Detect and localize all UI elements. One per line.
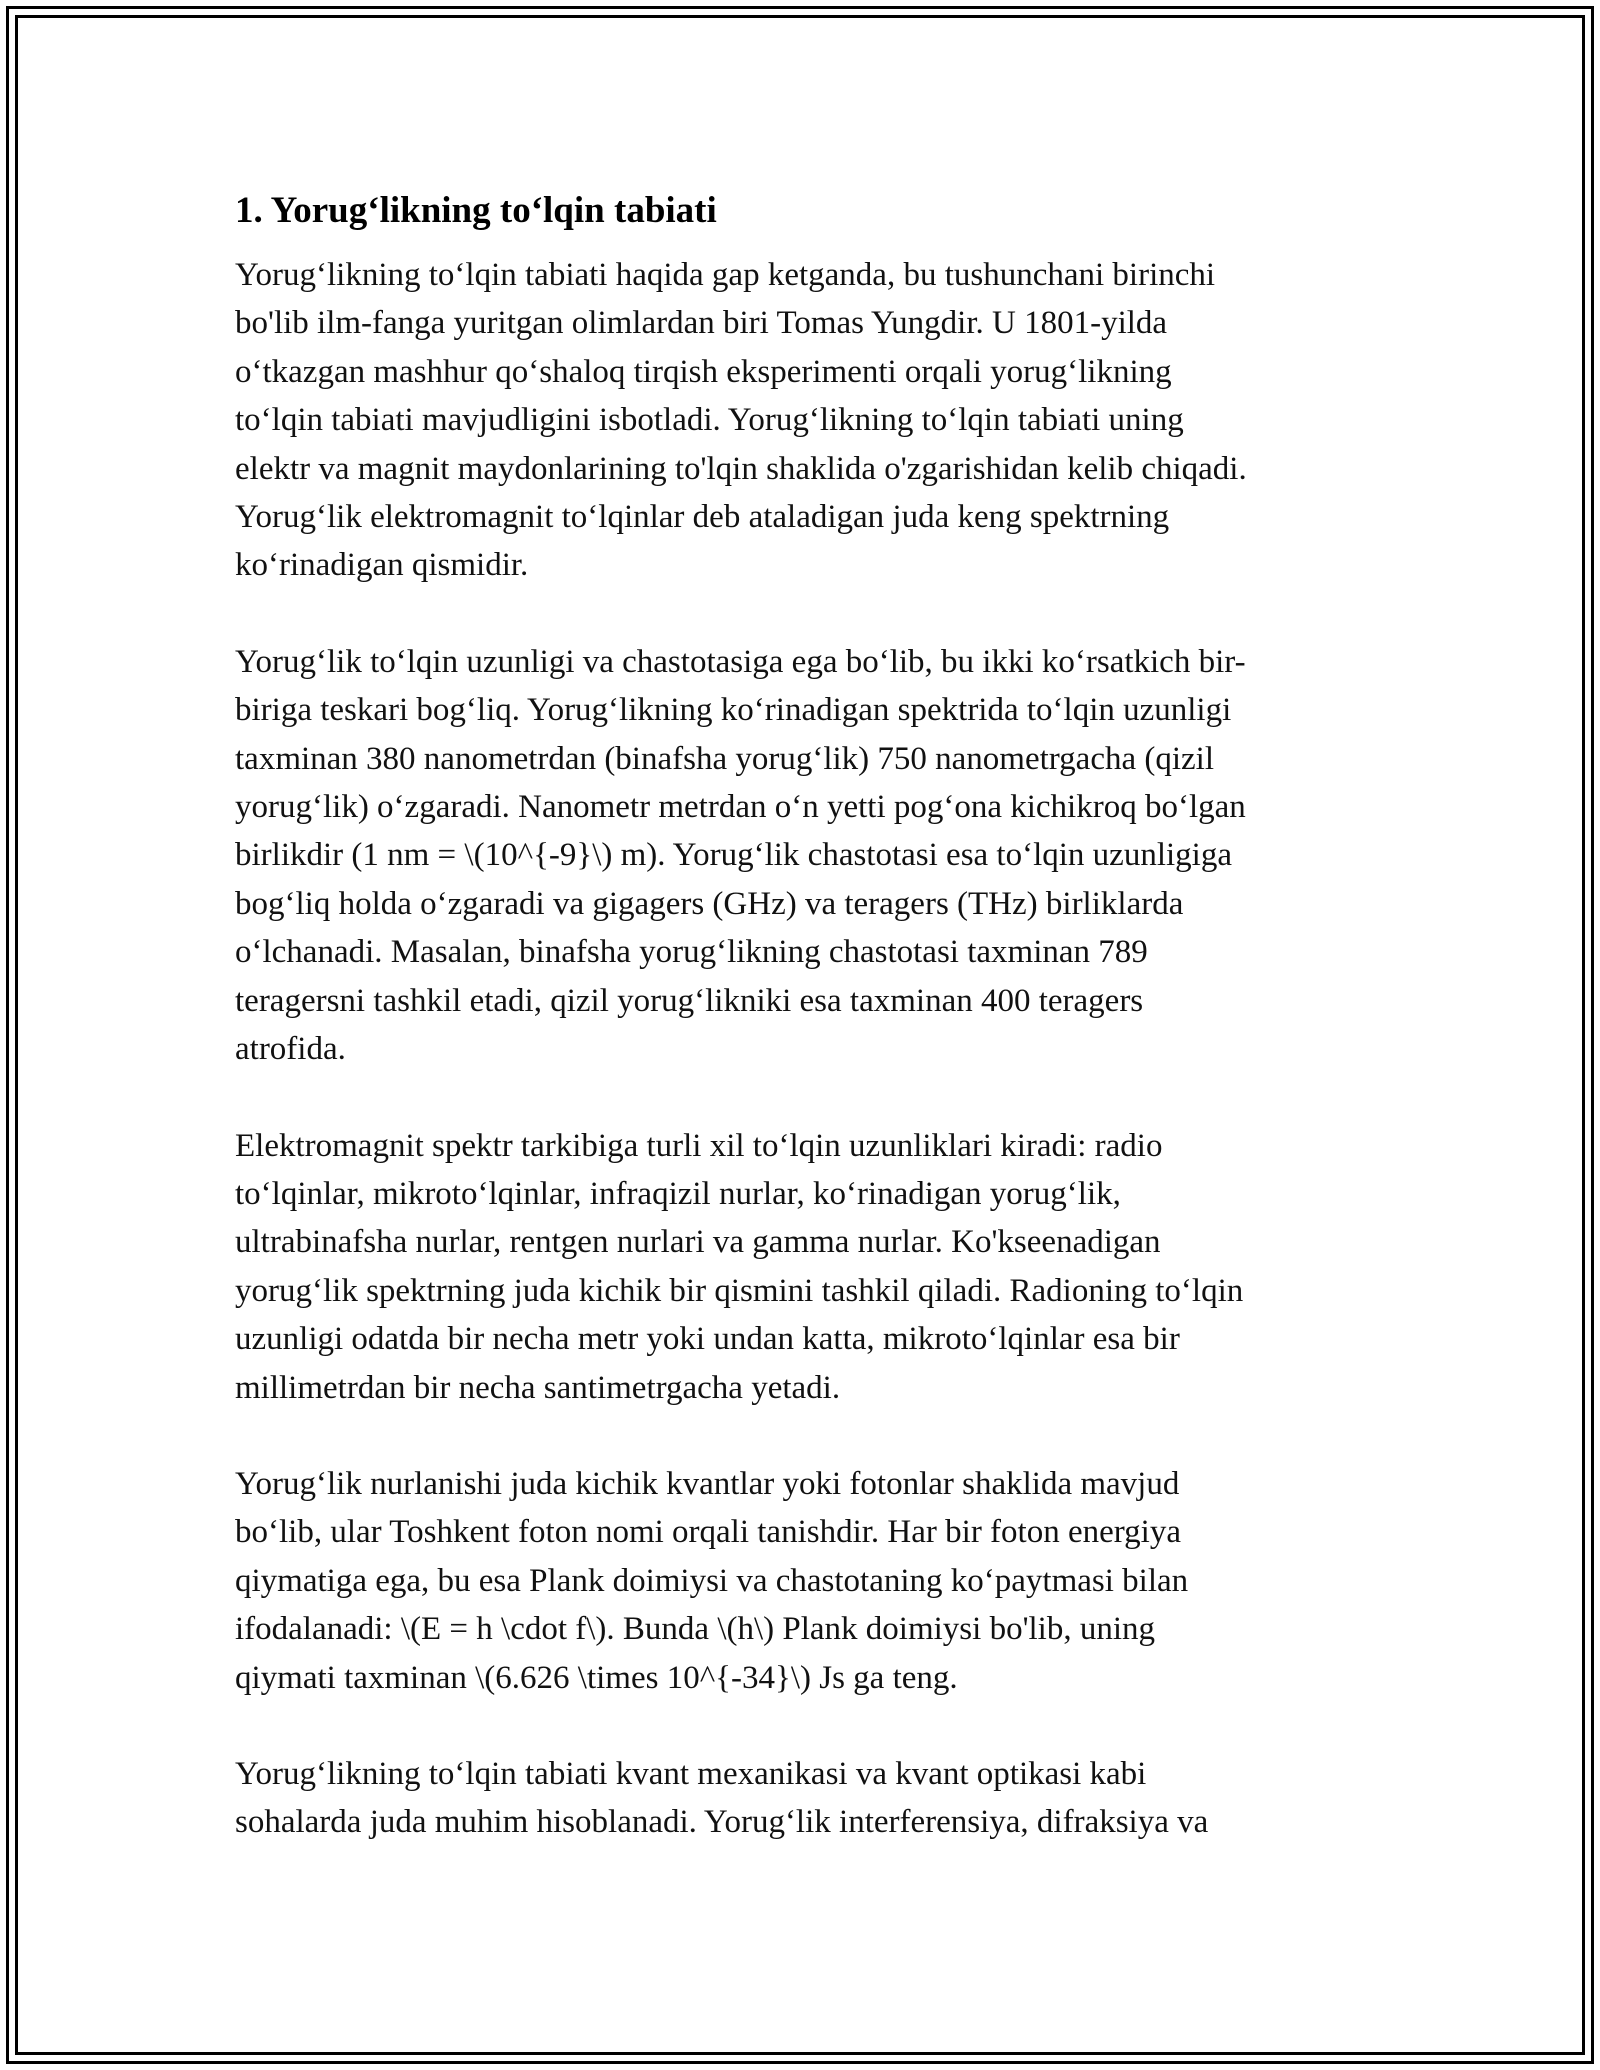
document-body: [235, 185, 1375, 1895]
text-line: Yorug‘likning to‘lqin tabiati haqida gap ketganda, bu tushunchani birinchi: [235, 257, 1216, 293]
text-line: bo'lib ilm-fanga yuritgan olimlardan biri Tomas Yungdir. U 1801-yilda: [235, 305, 1168, 342]
text-line: birlikdir (1 nm = \(10^{-9}\) m). Yorug‘lik chastotasi esa to‘lqin uzunligiga: [235, 837, 1232, 874]
text-line: to‘lqin tabiati mavjudligini isbotladi. Yorug‘likning to‘lqin tabiati uning: [235, 402, 1184, 439]
text-line: Yorug‘lik elektromagnit to‘lqinlar deb ataladigan juda keng spektrning: [235, 499, 1170, 536]
text-line: Yorug‘lik nurlanishi juda kichik kvantlar yoki fotonlar shaklida mavjud: [235, 1465, 1180, 1502]
text-line: bo‘lib, ular Toshkent foton nomi orqali tanishdir. Har bir foton energiya: [235, 1514, 1181, 1551]
text-line: elektr va magnit maydonlarining to'lqin shaklida o'zgarishidan kelib chiqadi.: [235, 450, 1247, 487]
text-line: sohalarda juda muhim hisoblanadi. Yorug‘lik interferensiya, difraksiya va: [235, 1804, 1209, 1841]
paragraph-4: [235, 1460, 1375, 1702]
paragraph-1: [235, 251, 1375, 590]
text-line: teragersni tashkil etadi, qizil yorug‘likniki esa taxminan 400 teragers: [235, 982, 1144, 1019]
text-line: qiymati taxminan \(6.626 \times 10^{-34}\) Js ga teng.: [235, 1659, 958, 1696]
text-line: yorug‘lik) o‘zgaradi. Nanometr metrdan o‘n yetti pog‘ona kichikroq bo‘lgan: [235, 789, 1246, 826]
text-line: ifodalanadi: \(E = h \cdot f\). Bunda \(h\) Plank doimiysi bo'lib, uning: [235, 1611, 1156, 1648]
text-line: yorug‘lik spektrning juda kichik bir qismini tashkil qiladi. Radioning to‘lqin: [235, 1272, 1244, 1309]
text-line: qiymatiga ega, bu esa Plank doimiysi va chastotaning ko‘paytmasi bilan: [235, 1562, 1189, 1599]
text-line: Elektromagnit spektr tarkibiga turli xil to‘lqin uzunliklari kiradi: radio: [235, 1127, 1163, 1164]
text-line: Yorug‘likning to‘lqin tabiati kvant mexanikasi va kvant optikasi kabi: [235, 1755, 1147, 1792]
text-line: to‘lqinlar, mikroto‘lqinlar, infraqizil nurlar, ko‘rinadigan yorug‘lik,: [235, 1175, 1121, 1212]
text-line: uzunligi odatda bir necha metr yoki undan katta, mikroto‘lqinlar esa bir: [235, 1321, 1180, 1358]
text-line: taxminan 380 nanometrdan (binafsha yorug‘lik) 750 nanometrgacha (qizil: [235, 740, 1215, 777]
paragraph-3: [235, 1122, 1375, 1412]
paragraph-2: [235, 638, 1375, 1074]
text-line: millimetrdan bir necha santimetrgacha yetadi.: [235, 1369, 841, 1406]
text-line: o‘tkazgan mashhur qo‘shaloq tirqish eksperimenti orqali yorug‘likning: [235, 353, 1172, 390]
text-line: ultrabinafsha nurlar, rentgen nurlari va gamma nurlar. Ko'kseenadigan: [235, 1224, 1161, 1261]
section-heading: 1. Yorug‘likning to‘lqin tabiati: [235, 190, 717, 231]
text-line: bog‘liq holda o‘zgaradi va gigagers (GHz) va teragers (THz) birliklarda: [235, 885, 1184, 922]
text-line: ko‘rinadigan qismidir.: [235, 547, 529, 584]
text-line: Yorug‘lik to‘lqin uzunligi va chastotasiga ega bo‘lib, bu ikki ko‘rsatkich bir-: [235, 643, 1246, 680]
paragraph-5: [235, 1750, 1375, 1847]
text-line: atrofida.: [235, 1031, 346, 1068]
text-line: biriga teskari bog‘liq. Yorug‘likning ko‘rinadigan spektrida to‘lqin uzunligi: [235, 692, 1232, 729]
text-line: o‘lchanadi. Masalan, binafsha yorug‘likning chastotasi taxminan 789: [235, 934, 1148, 971]
